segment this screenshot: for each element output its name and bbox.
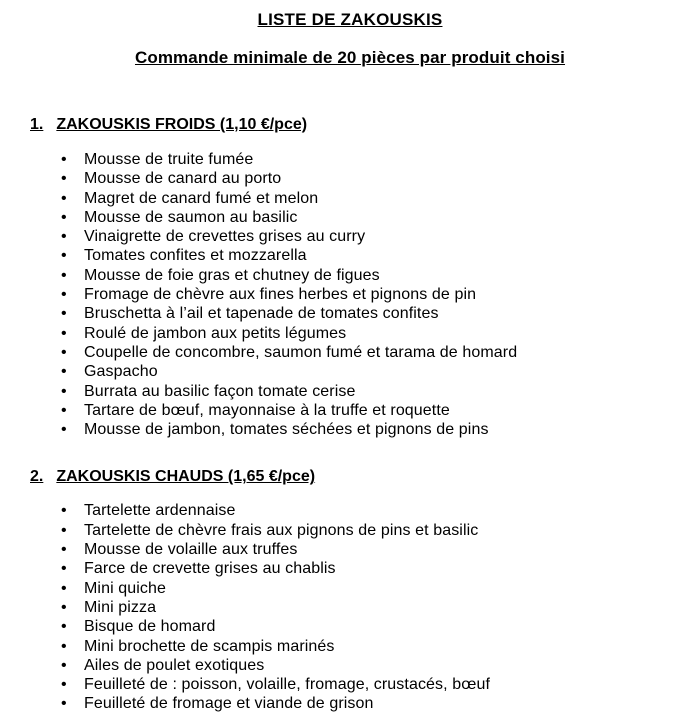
list-item: • Burrata au basilic façon tomate cerise	[0, 382, 700, 401]
list-item: • Mousse de canard au porto	[0, 169, 700, 188]
document-page	[0, 10, 700, 726]
list-item: • Bisque de homard	[0, 617, 700, 636]
section-heading	[30, 115, 700, 134]
froids-item-list	[0, 150, 700, 439]
section-zakouskis-froids	[0, 115, 700, 439]
list-item: • Bruschetta à l’ail et tapenade de tomates confites	[0, 304, 700, 323]
section-heading	[30, 467, 700, 486]
page-title: LISTE DE ZAKOUSKIS	[257, 10, 443, 29]
list-item: • Tartelette de chèvre frais aux pignons de pins et basilic	[0, 521, 700, 540]
list-item: • Vinaigrette de crevettes grises au curry	[0, 227, 700, 246]
list-item: • Ailes de poulet exotiques	[0, 656, 700, 675]
list-item: • Fromage de chèvre aux fines herbes et pignons de pin	[0, 285, 700, 304]
section-number: 2.	[30, 468, 44, 486]
list-item: • Feuilleté de fromage et viande de grison	[0, 694, 700, 713]
list-item: • Tartare de bœuf, mayonnaise à la truffe et roquette	[0, 401, 700, 420]
list-item: • Tartelette ardennaise	[0, 501, 700, 520]
list-item: • Gaspacho	[0, 362, 700, 381]
chauds-item-list	[0, 501, 700, 713]
page-subtitle: Commande minimale de 20 pièces par produit choisi	[134, 48, 566, 67]
list-item: • Coupelle de concombre, saumon fumé et tarama de homard	[0, 343, 700, 362]
list-item: • Mini pizza	[0, 598, 700, 617]
section-title: ZAKOUSKIS FROIDS (1,10 €/pce)	[56, 116, 308, 133]
list-item: • Tomates confites et mozzarella	[0, 246, 700, 265]
section-zakouskis-chauds	[0, 467, 700, 713]
list-item: • Mousse de saumon au basilic	[0, 208, 700, 227]
list-item: • Mini brochette de scampis marinés	[0, 637, 700, 656]
list-item: • Mousse de truite fumée	[0, 150, 700, 169]
list-item: • Mousse de volaille aux truffes	[0, 540, 700, 559]
list-item: • Mousse de jambon, tomates séchées et pignons de pins	[0, 420, 700, 439]
list-item: • Farce de crevette grises au chablis	[0, 559, 700, 578]
section-number: 1.	[30, 116, 44, 133]
list-item: • Magret de canard fumé et melon	[0, 189, 700, 208]
list-item: • Mousse de foie gras et chutney de figues	[0, 266, 700, 285]
list-item: • Feuilleté de : poisson, volaille, fromage, crustacés, bœuf	[0, 675, 700, 694]
list-item: • Roulé de jambon aux petits légumes	[0, 324, 700, 343]
section-title: ZAKOUSKIS CHAUDS (1,65 €/pce)	[56, 468, 316, 486]
list-item: • Mini quiche	[0, 579, 700, 598]
